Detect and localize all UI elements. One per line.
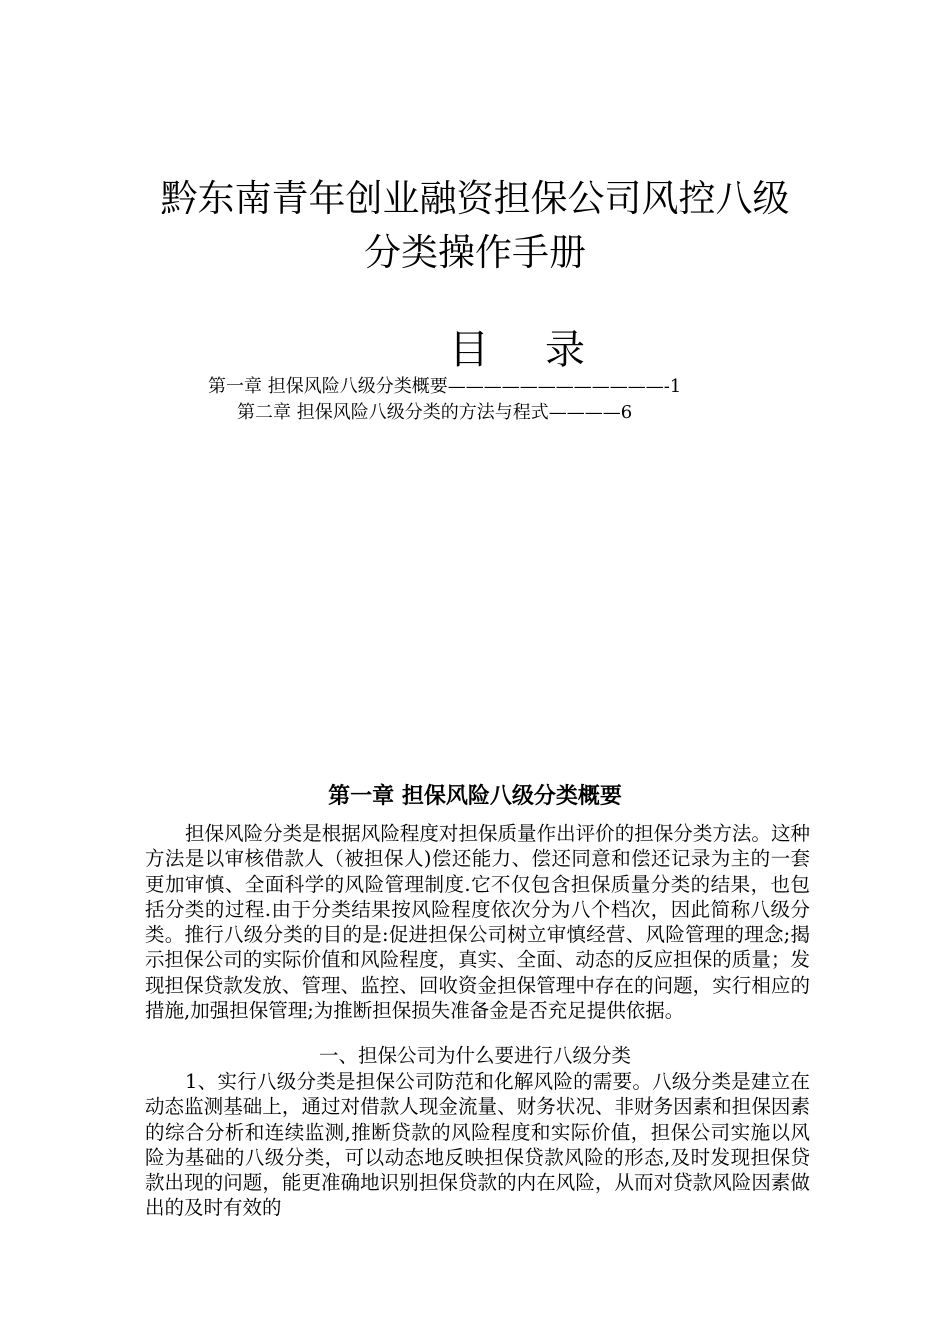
toc-heading: 目录 — [449, 327, 641, 373]
toc-entry-chapter-1[interactable]: 第一章 担保风险八级分类概要————————————-1 — [208, 376, 682, 397]
section-1-heading: 一、担保公司为什么要进行八级分类 — [318, 1044, 631, 1067]
document-title-line-1: 黔东南青年创业融资担保公司风控八级 — [160, 177, 790, 220]
toc-entry-chapter-2[interactable]: 第二章 担保风险八级分类的方法与程式————6 — [237, 402, 633, 423]
document-title-line-2: 分类操作手册 — [364, 231, 586, 274]
chapter-1-heading: 第一章 担保风险八级分类概要 — [328, 784, 622, 809]
section-1-paragraph-1: 1、实行八级分类是担保公司防范和化解风险的需要。八级分类是建立在动态监测基础上，通过对借款人现金流量、财务状况、非财务因素和担保因素的综合分析和连续监测,推断贷款的风险程度和实际价值，担保公司实施以风险为基础的八级分类，可以动态地反映担保贷款风险的形态,及时发现担保贷款出现的问题，能更准确地识别担保贷款的内在风险，从而对贷款风险因素做出的及时有效的 — [145, 1070, 810, 1220]
document-title — [0, 172, 950, 280]
chapter-1-intro-paragraph: 担保风险分类是根据风险程度对担保质量作出评价的担保分类方法。这种方法是以审核借款人（被担保人)偿还能力、偿还同意和偿还记录为主的一套更加审慎、全面科学的风险管理制度.它不仅包含担保质量分类的结果，也包括分类的过程.由于分类结果按风险程度依次分为八个档次，因此简称八级分类。推行八级分类的目的是:促进担保公司树立审慎经营、风险管理的理念;揭示担保公司的实际价值和风险程度，真实、全面、动态的反应担保的质量；发现担保贷款发放、管理、监控、回收资金担保管理中存在的问题，实行相应的措施,加强担保管理;为推断担保损失准备金是否充足提供依据。 — [145, 822, 810, 1023]
